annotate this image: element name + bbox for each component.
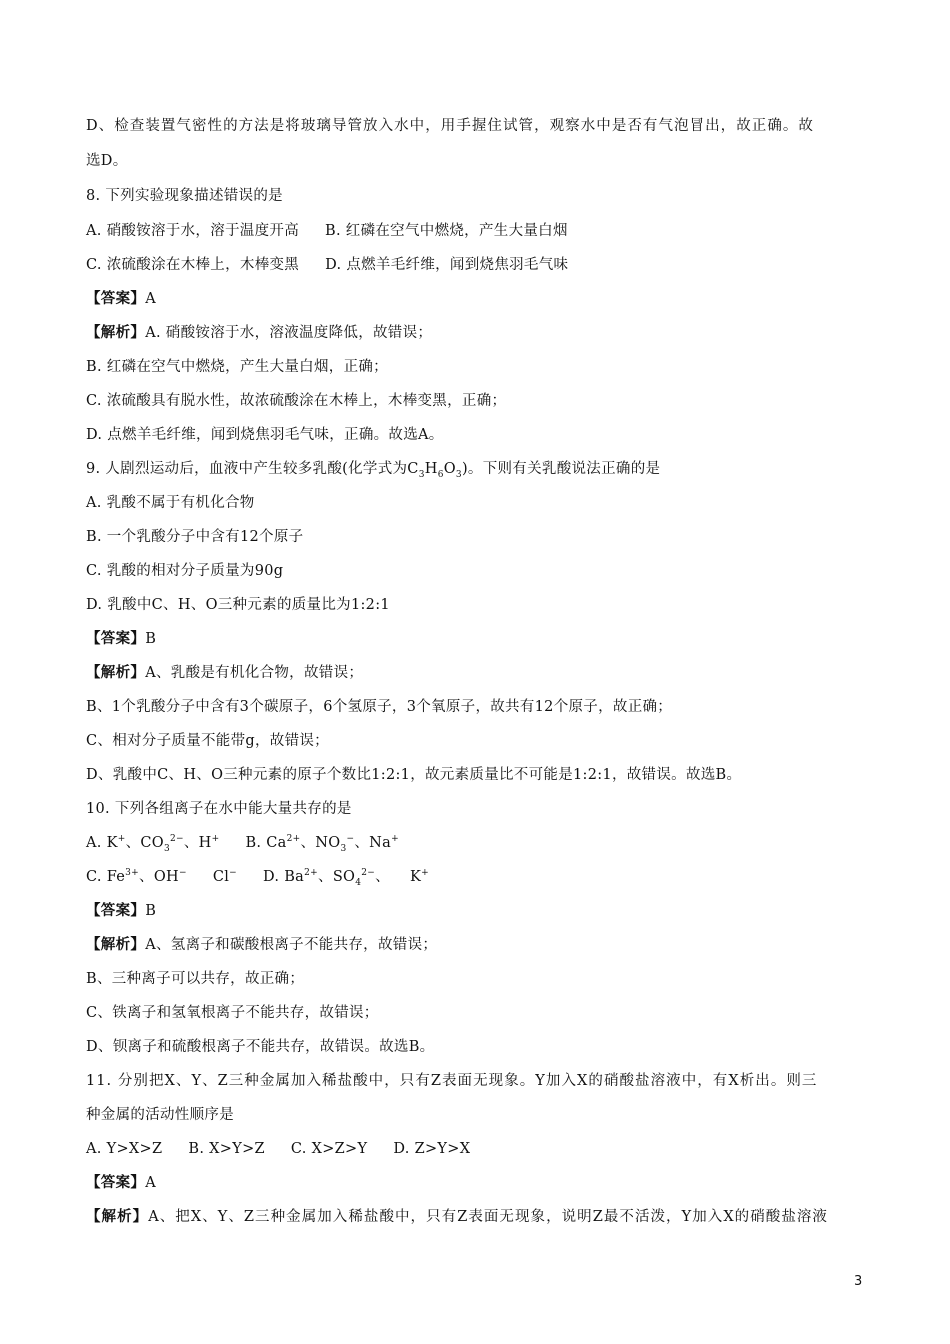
option-c: C. 乳酸的相对分子质量为90g [86,563,284,579]
explanation-tag: 【解析】 [86,936,146,953]
question-9: 9. 人剧烈运动后，血液中产生较多乳酸(化学式为$C_3H_6O_3$)。下则有关乳酸说法正确的是 [86,461,661,480]
explanation-tag: 【解析】 [86,664,146,681]
text-line: D、检查装置气密性的方法是将玻璃导管放入水中，用手握住试管，观察水中是否有气泡冒出，故正确。故 [86,118,814,134]
explanation-tag: 【解析】 [86,324,146,341]
explanation-line: C. 浓硫酸具有脱水性，故浓硫酸涂在木棒上，木棒变黑，正确； [86,393,507,409]
answer-tag: 【答案】 [86,630,146,647]
explanation-line: 【解析】A. 硝酸铵溶于水，溶液温度降低，故错误； [86,324,433,341]
text-line: 选D。 [86,153,128,169]
explanation-line: B、三种离子可以共存，故正确； [86,971,305,987]
answer-value: A [145,291,156,307]
explanation-line: D、钡离子和硫酸根离子不能共存，故错误。故选B。 [86,1039,435,1055]
question-8-options-cd [86,255,568,275]
explanation-line: C、铁离子和氢氧根离子不能共存，故错误； [86,1005,379,1021]
question-10-options-cd: C. $Fe^{3+}$、OH− Cl− D. $Ba^{2+}$、$SO_4^{2-}$、 K+ [86,868,429,888]
option-a: A. 乳酸不属于有机化合物 [86,495,255,511]
option-b: B. 一个乳酸分子中含有12个原子 [86,529,304,545]
option-d: D. 乳酸中C、H、O三种元素的质量比为1:2:1 [86,597,390,613]
answer-value: A [145,1175,156,1191]
answer-tag: 【答案】 [86,902,146,919]
explanation-line: C、相对分子质量不能带g，故错误； [86,733,329,749]
explanation-line: 【解析】A、乳酸是有机化合物，故错误； [86,664,364,681]
option-c: C. 浓硫酸涂在木棒上，木棒变黑 [86,257,300,273]
explanation-line: B. 红磷在空气中燃烧，产生大量白烟，正确； [86,359,388,375]
option-b: B. X>Y>Z [188,1141,265,1157]
page-number: 3 [854,1274,863,1289]
question-11: 11. 分别把X、Y、Z三种金属加入稀盐酸中，只有Z表面无现象。Y加入X的硝酸盐溶液中，有X析出。则三 [86,1073,818,1089]
option-d: D. Z>Y>X [393,1141,471,1157]
explanation-line: D、乳酸中C、H、O三种元素的原子个数比1:2:1，故元素质量比不可能是1:2:1，故错误。故选B。 [86,767,742,783]
question-11-options [86,1139,470,1159]
explanation-line: B、1个乳酸分子中含有3个碳原子，6个氢原子，3个氧原子，故共有12个原子，故正确； [86,699,673,715]
question-10-options-ab: A. K+、$CO_3^{2-}$、H+ B. $Ca^{2+}$、$NO_3^-$、Na+ [86,834,399,854]
explanation-line: 【解析】A、把X、Y、Z三种金属加入稀盐酸中，只有Z表面无现象，说明Z最不活泼，Y加入X的硝酸盐溶液 [86,1208,828,1225]
option-a: A. Y>X>Z [86,1141,163,1157]
question-11-continued: 种金属的活动性顺序是 [86,1107,234,1123]
explanation-line: D. 点燃羊毛纤维，闻到烧焦羽毛气味，正确。故选A。 [86,427,444,443]
answer-line [86,901,156,921]
question-8: 8. 下列实验现象描述错误的是 [86,188,283,204]
option-d: D. 点燃羊毛纤维，闻到烧焦羽毛气味 [325,257,569,273]
option-c: C. X>Z>Y [290,1141,368,1157]
option-a: A. 硝酸铵溶于水，溶于温度开高 [86,223,299,239]
answer-tag: 【答案】 [86,290,146,307]
explanation-line: 【解析】A、氢离子和碳酸根离子不能共存，故错误； [86,936,438,953]
question-10: 10. 下列各组离子在水中能大量共存的是 [86,801,352,817]
answer-tag: 【答案】 [86,1174,146,1191]
answer-value: B [145,903,157,919]
explanation-tag: 【解析】 [86,1208,149,1225]
answer-value: B [145,631,157,647]
option-b: B. 红磷在空气中燃烧，产生大量白烟 [325,223,568,239]
answer-line [86,1173,156,1193]
answer-line [86,629,156,649]
question-8-options-ab [86,221,568,241]
answer-line [86,289,156,309]
